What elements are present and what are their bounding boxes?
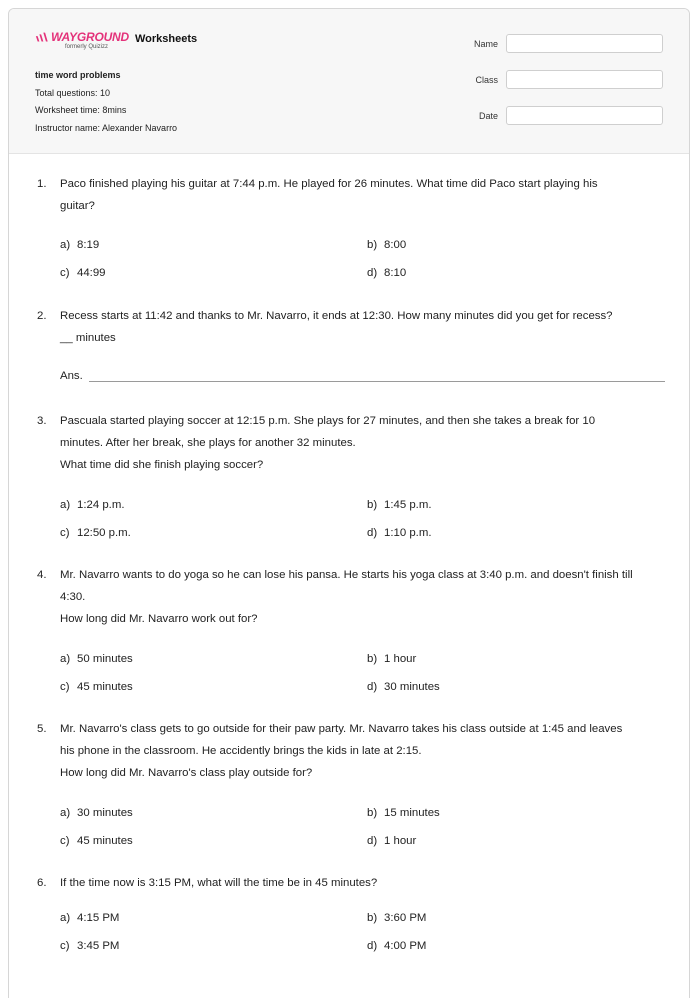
option-letter: d) (367, 835, 378, 847)
option-b[interactable] (367, 807, 440, 819)
option-letter: d) (367, 527, 378, 539)
option-text: 8:10 (384, 267, 407, 279)
question-text (60, 305, 667, 349)
total-questions: Total questions: 10 (35, 87, 111, 98)
question-line: Mr. Navarro's class gets to go outside for their paw party. Mr. Navarro takes his class outside at 1:45 and leaves (60, 723, 623, 735)
question-line: 4:30. (60, 591, 86, 603)
option-text: 12:50 p.m. (77, 527, 131, 539)
option-letter: a) (60, 239, 71, 251)
question-line: Paco finished playing his guitar at 7:44 p.m. He played for 26 minutes. What time did Paco start playing his (60, 178, 598, 190)
question-4 (37, 564, 667, 693)
option-c[interactable] (60, 681, 133, 693)
worksheet-header (9, 9, 689, 154)
answer-line[interactable] (89, 367, 665, 382)
logo-mark-icon (35, 32, 49, 43)
option-d[interactable] (367, 527, 432, 539)
question-text (60, 410, 667, 476)
answer-row (60, 367, 665, 382)
option-text: 8:19 (77, 239, 100, 251)
option-text: 30 minutes (384, 681, 440, 693)
question-line: Pascuala started playing soccer at 12:15 p.m. She plays for 27 minutes, and then she takes a break for 10 (60, 415, 596, 427)
question-6 (37, 872, 667, 952)
date-label: Date (478, 110, 498, 121)
question-line: How long did Mr. Navarro's class play outside for? (60, 767, 313, 779)
worksheet-meta (35, 67, 177, 137)
option-text: 4:15 PM (77, 912, 120, 924)
class-field-row (474, 69, 663, 90)
option-text: 50 minutes (77, 653, 133, 665)
option-text: 1:24 p.m. (77, 499, 125, 511)
question-text (60, 872, 667, 894)
option-a[interactable] (60, 807, 133, 819)
option-c[interactable] (60, 267, 106, 279)
option-letter: c) (60, 267, 70, 279)
option-d[interactable] (367, 940, 426, 952)
name-field-row (474, 33, 663, 54)
option-letter: a) (60, 912, 71, 924)
option-b[interactable] (367, 239, 406, 251)
option-text: 3:45 PM (77, 940, 120, 952)
option-letter: a) (60, 499, 71, 511)
question-line: __ minutes (60, 332, 116, 344)
option-b[interactable] (367, 499, 432, 511)
option-letter: b) (367, 807, 378, 819)
question-1 (37, 173, 667, 279)
question-number: 2. (37, 310, 47, 322)
wayground-logo (35, 30, 129, 50)
question-2 (37, 305, 667, 382)
option-letter: a) (60, 807, 71, 819)
question-number: 6. (37, 877, 47, 889)
question-line: guitar? (60, 200, 95, 212)
worksheet-page (8, 8, 690, 998)
date-input[interactable] (506, 106, 663, 125)
question-number: 3. (37, 415, 47, 427)
option-letter: b) (367, 499, 378, 511)
option-a[interactable] (60, 653, 133, 665)
question-5 (37, 718, 667, 847)
option-a[interactable] (60, 499, 125, 511)
option-text: 45 minutes (77, 681, 133, 693)
instructor-name: Instructor name: Alexander Navarro (35, 122, 178, 133)
option-text: 1:10 p.m. (384, 527, 432, 539)
class-input[interactable] (506, 70, 663, 89)
question-number: 4. (37, 569, 47, 581)
option-b[interactable] (367, 912, 426, 924)
question-3 (37, 410, 667, 539)
option-a[interactable] (60, 239, 99, 251)
worksheet-title: time word problems (35, 70, 121, 80)
student-fields (474, 33, 663, 141)
option-letter: a) (60, 653, 71, 665)
option-letter: d) (367, 940, 378, 952)
option-letter: b) (367, 653, 378, 665)
answer-label: Ans. (60, 370, 83, 382)
option-letter: d) (367, 681, 378, 693)
option-letter: b) (367, 239, 378, 251)
option-text: 1:45 p.m. (384, 499, 432, 511)
brand-title: Worksheets (135, 33, 198, 45)
option-text: 30 minutes (77, 807, 133, 819)
option-c[interactable] (60, 835, 133, 847)
brand (35, 30, 197, 50)
logo-wordmark: WAYGROUND (51, 30, 129, 44)
option-text: 1 hour (384, 653, 417, 665)
question-number: 1. (37, 178, 47, 190)
option-letter: b) (367, 912, 378, 924)
option-text: 44:99 (77, 267, 106, 279)
option-letter: d) (367, 267, 378, 279)
option-b[interactable] (367, 653, 416, 665)
question-text (60, 718, 667, 784)
option-c[interactable] (60, 527, 131, 539)
option-letter: c) (60, 681, 70, 693)
question-line: What time did she finish playing soccer? (60, 459, 264, 471)
question-line: Recess starts at 11:42 and thanks to Mr. Navarro, it ends at 12:30. How many minutes did you get for recess? (60, 310, 613, 322)
date-field-row (474, 105, 663, 126)
question-line: How long did Mr. Navarro work out for? (60, 613, 258, 625)
question-line: If the time now is 3:15 PM, what will the time be in 45 minutes? (60, 877, 378, 889)
option-letter: c) (60, 527, 70, 539)
option-d[interactable] (367, 267, 406, 279)
name-label: Name (473, 38, 498, 49)
worksheet-time: Worksheet time: 8mins (35, 105, 127, 115)
name-input[interactable] (506, 34, 663, 53)
question-line: Mr. Navarro wants to do yoga so he can lose his pansa. He starts his yoga class at 3:40 p.m. and doesn't finish till (60, 569, 633, 581)
question-text (60, 564, 667, 630)
option-c[interactable] (60, 940, 119, 952)
option-text: 8:00 (384, 239, 407, 251)
option-text: 15 minutes (384, 807, 440, 819)
option-text: 3:60 PM (384, 912, 427, 924)
question-text (60, 173, 667, 217)
option-d[interactable] (367, 681, 440, 693)
option-d[interactable] (367, 835, 416, 847)
question-number: 5. (37, 723, 47, 735)
class-label: Class (475, 74, 498, 85)
option-text: 1 hour (384, 835, 417, 847)
option-text: 45 minutes (77, 835, 133, 847)
option-text: 4:00 PM (384, 940, 427, 952)
option-letter: c) (60, 835, 70, 847)
option-letter: c) (60, 940, 70, 952)
question-line: his phone in the classroom. He accidently brings the kids in late at 2:15. (60, 745, 422, 757)
question-line: minutes. After her break, she plays for another 32 minutes. (60, 437, 356, 449)
option-a[interactable] (60, 912, 119, 924)
logo-subtitle: formerly Quizizz (65, 44, 109, 50)
